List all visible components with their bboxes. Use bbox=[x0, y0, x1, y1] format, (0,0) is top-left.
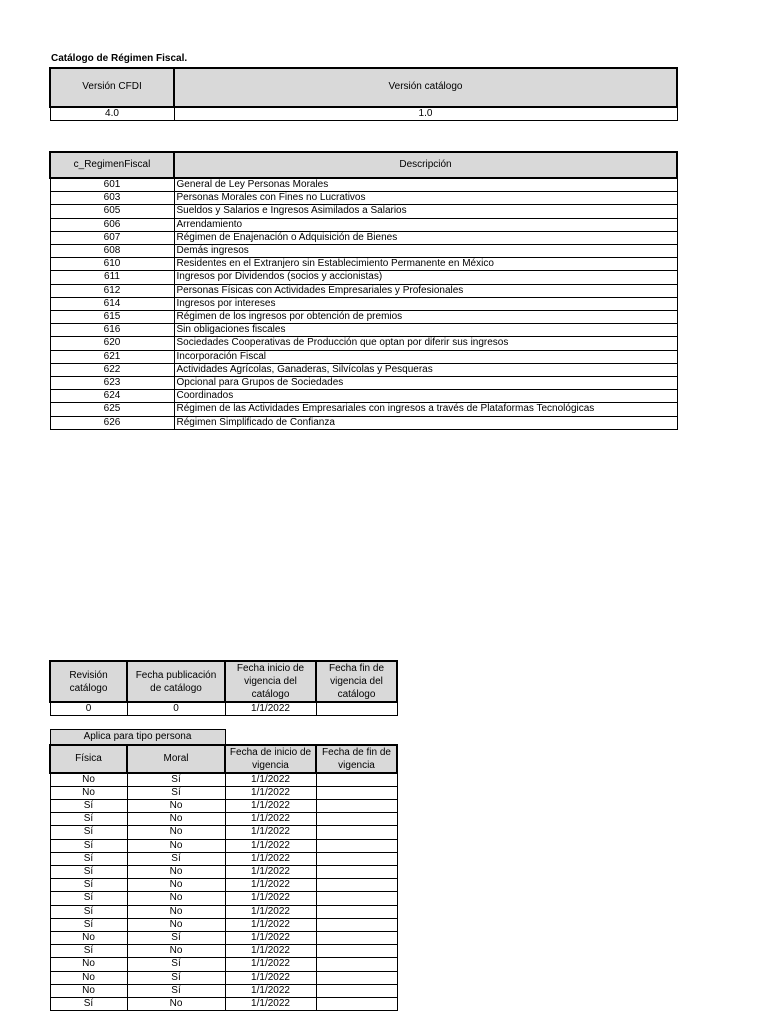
regimen-code-cell: 614 bbox=[50, 297, 174, 310]
regimen-code-cell: 601 bbox=[50, 178, 174, 192]
regimen-code-cell: 611 bbox=[50, 271, 174, 284]
moral-cell: Sí bbox=[127, 931, 225, 944]
fecha-inicio-cell: 1/1/2022 bbox=[225, 945, 316, 958]
fecha-fin-cell bbox=[316, 852, 397, 865]
moral-cell: Sí bbox=[127, 773, 225, 787]
cell-fecha-inicio-vigencia: 1/1/2022 bbox=[225, 702, 316, 716]
fecha-inicio-cell: 1/1/2022 bbox=[225, 905, 316, 918]
regimen-description-cell: Actividades Agrícolas, Ganaderas, Silvícolas y Pesqueras bbox=[174, 363, 677, 376]
regimen-code-cell: 623 bbox=[50, 377, 174, 390]
regimen-code-cell: 615 bbox=[50, 311, 174, 324]
fecha-fin-cell bbox=[316, 773, 397, 787]
cell-version-catalogo: 1.0 bbox=[174, 107, 677, 121]
regimen-description-cell: Ingresos por Dividendos (socios y accionistas) bbox=[174, 271, 677, 284]
fecha-fin-cell bbox=[316, 984, 397, 997]
fisica-cell: No bbox=[50, 958, 127, 971]
regimen-description-cell: Régimen de Enajenación o Adquisición de Bienes bbox=[174, 231, 677, 244]
table-row bbox=[50, 931, 397, 944]
fecha-fin-cell bbox=[316, 958, 397, 971]
fecha-inicio-cell: 1/1/2022 bbox=[225, 852, 316, 865]
fisica-cell: Sí bbox=[50, 918, 127, 931]
table-row bbox=[50, 363, 677, 376]
regimen-description-cell: Sin obligaciones fiscales bbox=[174, 324, 677, 337]
fisica-cell: Sí bbox=[50, 905, 127, 918]
table-row bbox=[50, 892, 397, 905]
header-fecha-fin-vigencia: Fecha fin de vigencia del catálogo bbox=[316, 661, 397, 702]
fecha-fin-cell bbox=[316, 799, 397, 812]
table-row bbox=[50, 324, 677, 337]
header-version-catalogo: Versión catálogo bbox=[174, 68, 677, 107]
table-row bbox=[50, 799, 397, 812]
fisica-cell: No bbox=[50, 971, 127, 984]
moral-cell: No bbox=[127, 997, 225, 1010]
table-row bbox=[50, 337, 677, 350]
header-fecha-publicacion: Fecha publicación de catálogo bbox=[127, 661, 225, 702]
fisica-cell: Sí bbox=[50, 826, 127, 839]
moral-cell: No bbox=[127, 945, 225, 958]
page-title: Catálogo de Régimen Fiscal. bbox=[51, 53, 188, 64]
table-row bbox=[50, 178, 677, 192]
regimen-description-cell: Incorporación Fiscal bbox=[174, 350, 677, 363]
tipo-persona-rows bbox=[50, 773, 397, 1011]
table-row bbox=[50, 879, 397, 892]
fisica-cell: Sí bbox=[50, 852, 127, 865]
regimen-code-cell: 608 bbox=[50, 245, 174, 258]
regimen-code-cell: 620 bbox=[50, 337, 174, 350]
table-row bbox=[50, 350, 677, 363]
header-fecha-inicio: Fecha de inicio de vigencia bbox=[225, 745, 316, 773]
moral-cell: Sí bbox=[127, 852, 225, 865]
regimen-code-cell: 622 bbox=[50, 363, 174, 376]
fecha-inicio-cell: 1/1/2022 bbox=[225, 826, 316, 839]
fisica-cell: No bbox=[50, 984, 127, 997]
table-row bbox=[50, 984, 397, 997]
fecha-fin-cell bbox=[316, 997, 397, 1010]
table-row bbox=[50, 826, 397, 839]
fisica-cell: Sí bbox=[50, 839, 127, 852]
fecha-inicio-cell: 1/1/2022 bbox=[225, 813, 316, 826]
fecha-fin-cell bbox=[316, 826, 397, 839]
regimen-code-cell: 606 bbox=[50, 218, 174, 231]
cell-fecha-publicacion: 0 bbox=[127, 702, 225, 716]
moral-cell: Sí bbox=[127, 984, 225, 997]
moral-cell: Sí bbox=[127, 971, 225, 984]
table-row bbox=[50, 958, 397, 971]
header-c-regimen-fiscal: c_RegimenFiscal bbox=[50, 152, 174, 178]
header-fecha-fin: Fecha de fin de vigencia bbox=[316, 745, 397, 773]
regimen-description-cell: Régimen de las Actividades Empresariales con ingresos a través de Plataformas Tecnológicas bbox=[174, 403, 677, 416]
cell-revision-catalogo: 0 bbox=[50, 702, 127, 716]
fecha-inicio-cell: 1/1/2022 bbox=[225, 892, 316, 905]
table-row bbox=[50, 918, 397, 931]
header-moral: Moral bbox=[127, 745, 225, 773]
fecha-fin-cell bbox=[316, 931, 397, 944]
fisica-cell: No bbox=[50, 773, 127, 787]
fecha-inicio-cell: 1/1/2022 bbox=[225, 799, 316, 812]
table-row bbox=[50, 284, 677, 297]
header-version-cfdi: Versión CFDI bbox=[50, 68, 174, 107]
fisica-cell: Sí bbox=[50, 813, 127, 826]
group-header-tipo-persona: Aplica para tipo persona bbox=[50, 730, 225, 745]
regimen-description-cell: Personas Morales con Fines no Lucrativos bbox=[174, 192, 677, 205]
fecha-fin-cell bbox=[316, 865, 397, 878]
regimen-description-cell: Sueldos y Salarios e Ingresos Asimilados a Salarios bbox=[174, 205, 677, 218]
table-row bbox=[50, 218, 677, 231]
moral-cell: No bbox=[127, 813, 225, 826]
fecha-inicio-cell: 1/1/2022 bbox=[225, 984, 316, 997]
table-row bbox=[50, 231, 677, 244]
moral-cell: No bbox=[127, 918, 225, 931]
moral-cell: No bbox=[127, 879, 225, 892]
moral-cell: Sí bbox=[127, 958, 225, 971]
table-row bbox=[50, 258, 677, 271]
fecha-fin-cell bbox=[316, 839, 397, 852]
fecha-inicio-cell: 1/1/2022 bbox=[225, 958, 316, 971]
table-row bbox=[50, 865, 397, 878]
regimen-description-cell: Opcional para Grupos de Sociedades bbox=[174, 377, 677, 390]
fecha-inicio-cell: 1/1/2022 bbox=[225, 997, 316, 1010]
fecha-fin-cell bbox=[316, 879, 397, 892]
group-header-spacer bbox=[225, 730, 397, 745]
table-row bbox=[50, 192, 677, 205]
fisica-cell: Sí bbox=[50, 879, 127, 892]
moral-cell: No bbox=[127, 905, 225, 918]
regimen-description-cell: General de Ley Personas Morales bbox=[174, 178, 677, 192]
regimen-description-cell: Régimen de los ingresos por obtención de premios bbox=[174, 311, 677, 324]
fecha-inicio-cell: 1/1/2022 bbox=[225, 879, 316, 892]
regimen-description-cell: Sociedades Cooperativas de Producción que optan por diferir sus ingresos bbox=[174, 337, 677, 350]
moral-cell: No bbox=[127, 839, 225, 852]
moral-cell: Sí bbox=[127, 786, 225, 799]
regimen-description-cell: Régimen Simplificado de Confianza bbox=[174, 416, 677, 429]
table-row bbox=[50, 971, 397, 984]
fecha-fin-cell bbox=[316, 905, 397, 918]
revision-table bbox=[49, 660, 398, 716]
fecha-fin-cell bbox=[316, 892, 397, 905]
regimen-rows bbox=[50, 178, 677, 429]
fecha-inicio-cell: 1/1/2022 bbox=[225, 971, 316, 984]
table-row bbox=[50, 311, 677, 324]
table-row bbox=[50, 905, 397, 918]
regimen-code-cell: 616 bbox=[50, 324, 174, 337]
header-revision-catalogo: Revisión catálogo bbox=[50, 661, 127, 702]
fisica-cell: No bbox=[50, 786, 127, 799]
table-row bbox=[50, 786, 397, 799]
fecha-fin-cell bbox=[316, 918, 397, 931]
header-fecha-inicio-vigencia: Fecha inicio de vigencia del catálogo bbox=[225, 661, 316, 702]
table-row bbox=[50, 390, 677, 403]
moral-cell: No bbox=[127, 865, 225, 878]
regimen-description-cell: Ingresos por intereses bbox=[174, 297, 677, 310]
table-row bbox=[50, 852, 397, 865]
fecha-inicio-cell: 1/1/2022 bbox=[225, 931, 316, 944]
tipo-persona-table bbox=[49, 729, 398, 1011]
regimen-code-cell: 625 bbox=[50, 403, 174, 416]
regimen-code-cell: 610 bbox=[50, 258, 174, 271]
regimen-description-cell: Personas Físicas con Actividades Empresariales y Profesionales bbox=[174, 284, 677, 297]
table-row bbox=[50, 377, 677, 390]
fisica-cell: Sí bbox=[50, 997, 127, 1010]
cell-version-cfdi: 4.0 bbox=[50, 107, 174, 121]
regimen-description-cell: Coordinados bbox=[174, 390, 677, 403]
regimen-code-cell: 626 bbox=[50, 416, 174, 429]
regimen-description-cell: Arrendamiento bbox=[174, 218, 677, 231]
regimen-description-cell: Residentes en el Extranjero sin Establecimiento Permanente en México bbox=[174, 258, 677, 271]
regimen-code-cell: 612 bbox=[50, 284, 174, 297]
table-row bbox=[50, 839, 397, 852]
regimen-table bbox=[49, 151, 678, 430]
table-row bbox=[50, 271, 677, 284]
table-row bbox=[50, 416, 677, 429]
fisica-cell: Sí bbox=[50, 892, 127, 905]
fecha-inicio-cell: 1/1/2022 bbox=[225, 773, 316, 787]
fisica-cell: Sí bbox=[50, 799, 127, 812]
fecha-fin-cell bbox=[316, 945, 397, 958]
regimen-description-cell: Demás ingresos bbox=[174, 245, 677, 258]
regimen-code-cell: 607 bbox=[50, 231, 174, 244]
regimen-code-cell: 605 bbox=[50, 205, 174, 218]
table-row bbox=[50, 813, 397, 826]
table-row bbox=[50, 403, 677, 416]
fecha-inicio-cell: 1/1/2022 bbox=[225, 839, 316, 852]
version-table bbox=[49, 67, 678, 121]
header-descripcion: Descripción bbox=[174, 152, 677, 178]
fisica-cell: Sí bbox=[50, 945, 127, 958]
moral-cell: No bbox=[127, 892, 225, 905]
fecha-fin-cell bbox=[316, 786, 397, 799]
fecha-fin-cell bbox=[316, 813, 397, 826]
fecha-fin-cell bbox=[316, 971, 397, 984]
fecha-inicio-cell: 1/1/2022 bbox=[225, 918, 316, 931]
table-row bbox=[50, 945, 397, 958]
cell-fecha-fin-vigencia bbox=[316, 702, 397, 716]
table-row bbox=[50, 297, 677, 310]
fisica-cell: Sí bbox=[50, 865, 127, 878]
table-row bbox=[50, 997, 397, 1010]
fisica-cell: No bbox=[50, 931, 127, 944]
moral-cell: No bbox=[127, 799, 225, 812]
moral-cell: No bbox=[127, 826, 225, 839]
fecha-inicio-cell: 1/1/2022 bbox=[225, 786, 316, 799]
regimen-code-cell: 621 bbox=[50, 350, 174, 363]
regimen-code-cell: 603 bbox=[50, 192, 174, 205]
header-fisica: Física bbox=[50, 745, 127, 773]
fecha-inicio-cell: 1/1/2022 bbox=[225, 865, 316, 878]
table-row bbox=[50, 773, 397, 787]
table-row bbox=[50, 245, 677, 258]
regimen-code-cell: 624 bbox=[50, 390, 174, 403]
table-row bbox=[50, 205, 677, 218]
